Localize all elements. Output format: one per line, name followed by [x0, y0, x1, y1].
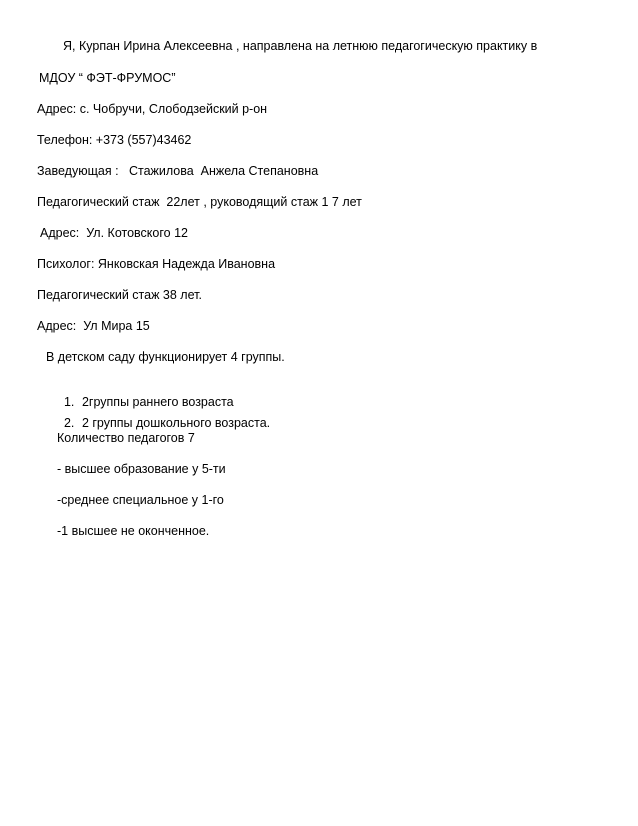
psychologist-address: Адрес: Ул Мира 15	[37, 319, 150, 333]
intro-text: Я, Курпан Ирина Алексеевна , направлена на летнюю педагогическую практику в	[63, 39, 538, 53]
head-name: Заведующая : Стажилова Анжела Степановна	[37, 164, 319, 178]
list-item-number: 2.	[63, 416, 75, 430]
institution-address: Адрес: с. Чобручи, Слободзейский р-он	[37, 102, 268, 116]
higher-education: - высшее образование у 5-ти	[57, 462, 226, 476]
psychologist-name: Психолог: Янковская Надежда Ивановна	[37, 257, 276, 271]
psychologist-experience: Педагогический стаж 38 лет.	[37, 288, 202, 302]
list-item	[57, 399, 270, 431]
groups-intro: В детском саду функционирует 4 группы.	[46, 350, 285, 364]
head-experience: Педагогический стаж 22лет , руководящий стаж 1 7 лет	[37, 195, 362, 209]
list-item-text: 2группы раннего возраста	[81, 395, 234, 409]
head-address: Адрес: Ул. Котовского 12	[40, 226, 188, 240]
institution-phone: Телефон: +373 (557)43462	[37, 133, 192, 147]
list-item-text: 2 группы дошкольного возраста.	[81, 416, 271, 430]
list-item-number: 1.	[63, 395, 75, 409]
incomplete-higher: -1 высшее не оконченное.	[57, 524, 210, 538]
institution-name: МДОУ “ ФЭТ-ФРУМОС”	[39, 71, 176, 85]
teachers-count: Количество педагогов 7	[57, 431, 195, 445]
secondary-special: -среднее специальное у 1-го	[57, 493, 224, 507]
